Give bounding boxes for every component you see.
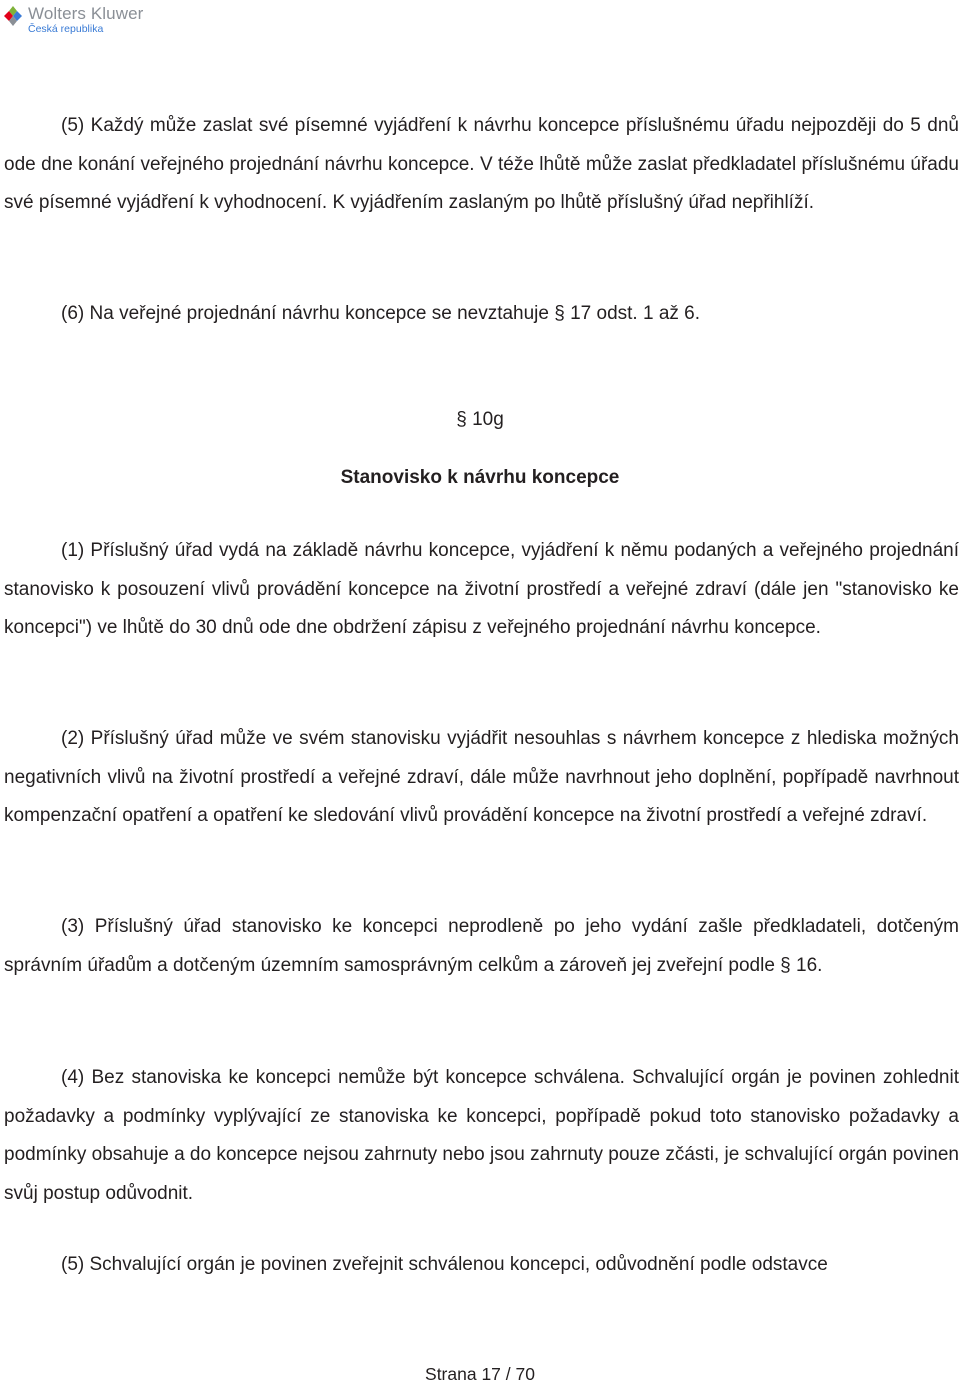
paragraph-6-text: (6) Na veřejné projednání návrhu koncepce se nevztahuje § 17 odst. 1 až 6. [61,303,701,324]
brand-subtitle: Česká republika [28,23,104,35]
wolters-kluwer-logo [2,2,143,36]
section-paragraph-4 [4,1059,959,1213]
section-paragraph-1-text: (1) Příslušný úřad vydá na základě návrhu koncepce, vyjádření k němu podaných a veřejného projednání stanovisko k posouzení vlivů provádění koncepce na životní prostředí a veřejné zdraví (dále jen "stanovisko ke koncepci") ve lhůtě do 30 dnů ode dne obdržení zápisu z veřejného projednání návrhu koncepce. [4,540,959,638]
section-paragraph-5 [4,1246,959,1285]
paragraph-5 [4,107,959,223]
paragraph-6 [4,295,959,334]
paragraph-5-text: (5) Každý může zaslat své písemné vyjádření k návrhu koncepce příslušnému úřadu nejpozději do 5 dnů ode dne konání veřejného projednání návrhu koncepce. V téže lhůtě může zaslat předkladatel příslušnému úřadu své písemné vyjádření k vyhodnocení. K vyjádřením zaslaným po lhůtě příslušný úřad nepřihlíží. [4,115,959,213]
section-title: Stanovisko k návrhu koncepce [340,467,620,488]
wolters-kluwer-logo-icon [2,5,24,27]
section-paragraph-4-text: (4) Bez stanoviska ke koncepci nemůže být koncepce schválena. Schvalující orgán je povinen zohlednit požadavky a podmínky vyplývající ze stanoviska ke koncepci, popřípadě pokud toto stanovisko požadavky a podmínky obsahuje a do koncepce nejsou zahrnuty nebo jsou zahrnuty pouze zčásti, je schvalující orgán povinen svůj postup odůvodnit. [4,1067,959,1204]
section-paragraph-5-text: (5) Schvalující orgán je povinen zveřejnit schválenou koncepci, odůvodnění podle odstavce [61,1254,828,1275]
brand-name: Wolters Kluwer [28,4,144,23]
section-paragraph-1 [4,532,959,648]
page-number: Strana 17 / 70 [425,1364,535,1384]
section-paragraph-2-text: (2) Příslušný úřad může ve svém stanovisku vyjádřit nesouhlas s návrhem koncepce z hlediska možných negativních vlivů na životní prostředí a veřejné zdraví, dále může navrhnout jeho doplnění, popřípadě navrhnout kompenzační opatření a opatření ke sledování vlivů provádění koncepce na životní prostředí a veřejné zdraví. [4,728,959,826]
section-paragraph-3 [4,908,959,985]
section-number: § 10g [456,409,504,430]
section-paragraph-2 [4,720,959,836]
section-paragraph-3-text: (3) Příslušný úřad stanovisko ke koncepci neprodleně po jeho vydání zašle předkladateli, dotčeným správním úřadům a dotčeným územním samosprávným celkům a zároveň jej zveřejní podle § 16. [4,916,959,976]
